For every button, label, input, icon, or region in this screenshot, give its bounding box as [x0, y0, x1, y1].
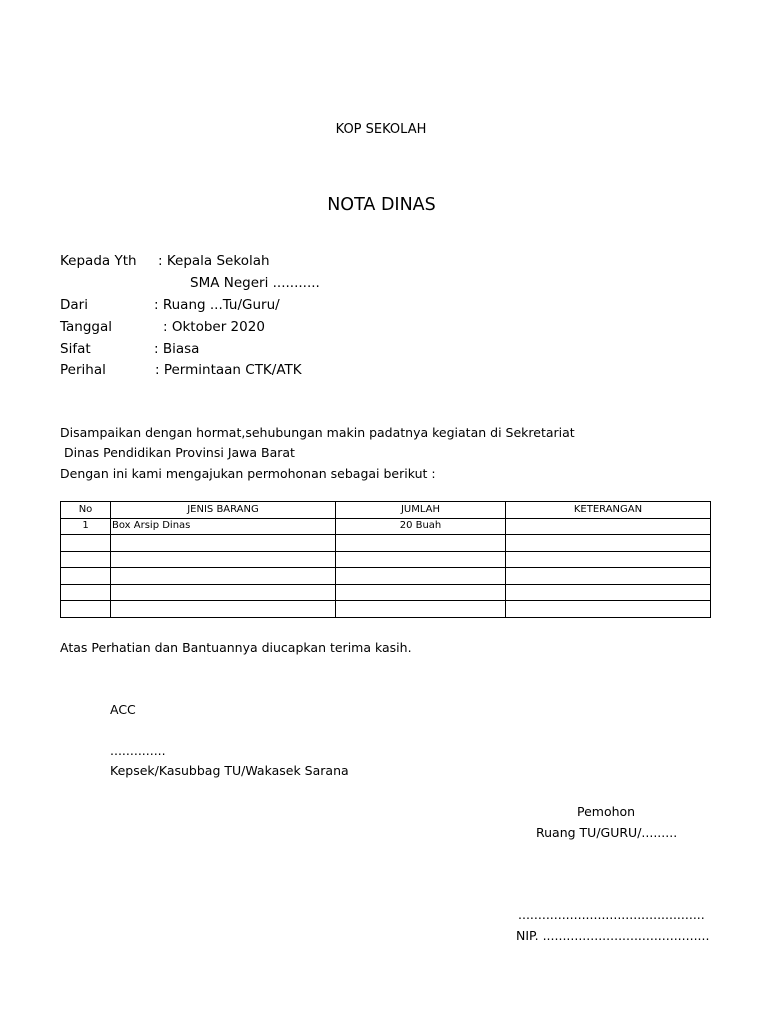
table-row [61, 551, 711, 568]
applicant-unit: Ruang TU/GURU/......... [536, 825, 678, 840]
header-keterangan: KETERANGAN [506, 502, 711, 519]
table-row [61, 601, 711, 618]
cell-keterangan [506, 535, 711, 552]
kepada-value-school: SMA Negeri ........... [190, 275, 320, 291]
cell-jenis-barang [111, 551, 336, 568]
cell-jenis-barang [111, 584, 336, 601]
perihal-label: Perihal [60, 362, 106, 378]
cell-no: 1 [61, 518, 111, 535]
kepada-label: Kepada Yth [60, 253, 137, 269]
kepada-value: : Kepala Sekolah [158, 253, 270, 269]
request-table [60, 501, 711, 618]
cell-keterangan [506, 601, 711, 618]
body-line-2: Dinas Pendidikan Provinsi Jawa Barat [60, 445, 295, 460]
table-row [61, 584, 711, 601]
header-jenis-barang: JENIS BARANG [111, 502, 336, 519]
sifat-label: Sifat [60, 341, 91, 357]
sifat-value: : Biasa [154, 341, 200, 357]
cell-keterangan [506, 551, 711, 568]
tanggal-value: : Oktober 2020 [163, 319, 265, 335]
cell-no [61, 568, 111, 585]
cell-keterangan [506, 568, 711, 585]
letterhead: KOP SEKOLAH [335, 122, 427, 137]
document-title: NOTA DINAS [327, 195, 436, 215]
applicant-name-line: ............................................... [518, 907, 705, 922]
dari-label: Dari [60, 297, 88, 313]
cell-no [61, 584, 111, 601]
closing-text: Atas Perhatian dan Bantuannya diucapkan terima kasih. [60, 640, 412, 655]
applicant-nip: NIP. .......................................... [516, 928, 710, 943]
cell-keterangan [506, 518, 711, 535]
cell-no [61, 535, 111, 552]
cell-jumlah [336, 551, 506, 568]
cell-jenis-barang [111, 535, 336, 552]
body-line-3: Dengan ini kami mengajukan permohonan sebagai berikut : [60, 466, 436, 481]
cell-jumlah [336, 584, 506, 601]
cell-jenis-barang [111, 568, 336, 585]
cell-jumlah: 20 Buah [336, 518, 506, 535]
acc-label: ACC [110, 702, 136, 717]
body-line-1: Disampaikan dengan hormat,sehubungan makin padatnya kegiatan di Sekretariat [60, 425, 575, 440]
header-no: No [61, 502, 111, 519]
cell-jumlah [336, 535, 506, 552]
applicant-label: Pemohon [577, 804, 636, 819]
table-row [61, 535, 711, 552]
cell-jumlah [336, 568, 506, 585]
cell-no [61, 601, 111, 618]
cell-keterangan [506, 584, 711, 601]
tanggal-label: Tanggal [60, 319, 113, 335]
dari-value: : Ruang ...Tu/Guru/ [154, 297, 280, 313]
table-row [61, 568, 711, 585]
perihal-value: : Permintaan CTK/ATK [155, 362, 302, 378]
table-header-row [61, 502, 711, 519]
cell-jenis-barang: Box Arsip Dinas [111, 518, 336, 535]
cell-no [61, 551, 111, 568]
cell-jumlah [336, 601, 506, 618]
table-row [61, 518, 711, 535]
cell-jenis-barang [111, 601, 336, 618]
header-jumlah: JUMLAH [336, 502, 506, 519]
acc-position: Kepsek/Kasubbag TU/Wakasek Sarana [110, 763, 349, 778]
acc-signature-dots: .............. [110, 743, 166, 758]
